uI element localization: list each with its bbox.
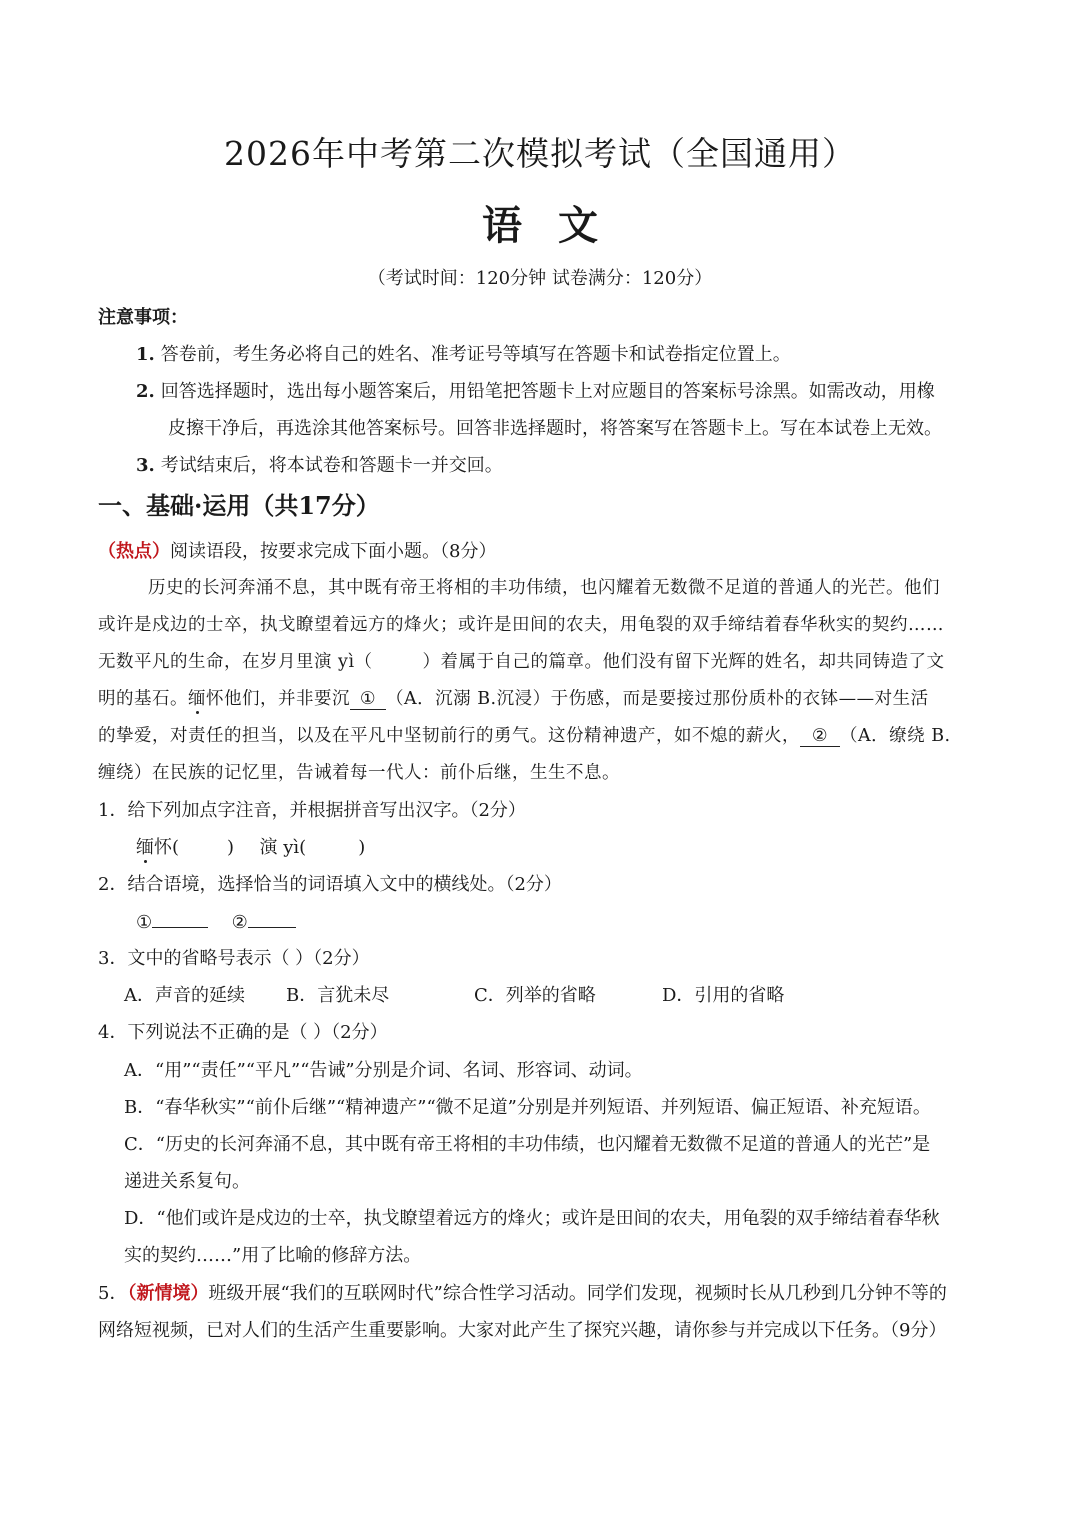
passage-line: 历史的长河奔涌不息，其中既有帝王将相的丰功伟绩，也闪耀着无数微不足道的普通人的光芒。他们 bbox=[148, 578, 940, 598]
passage-blank-1: ① bbox=[350, 689, 386, 710]
notes-heading: 注意事项： bbox=[98, 307, 188, 328]
passage-line: 缠绕）在民族的记忆里，告诫着每一代人：前仆后继，生生不息。 bbox=[98, 763, 620, 783]
question-5-line-2: 网络短视频，已对人们的生活产生重要影响。大家对此产生了探究兴趣，请你参与并完成以下任务。（9分） bbox=[98, 1320, 947, 1341]
subject-title: 语文 bbox=[482, 202, 634, 249]
passage-line: 或许是戍边的士卒，执戈瞭望着远方的烽火；或许是田间的农夫，用龟裂的双手缔结着春华秋实的契约…… bbox=[98, 615, 944, 635]
passage-text: 明的基石。 bbox=[98, 689, 188, 709]
q1-item-b: 演 yì( bbox=[259, 837, 307, 858]
q3-option-d[interactable]: D．引用的省略 bbox=[662, 985, 785, 1006]
passage-text: ）着属于自己的篇章。他们没有留下光辉的姓名，却共同铸造了文 bbox=[422, 652, 945, 672]
passage-line bbox=[98, 722, 951, 747]
passage-text: （A．沉溺 B.沉浸）于伤感，而是要接过那份质朴的衣钵——对生活 bbox=[386, 689, 929, 709]
passage-line bbox=[98, 648, 945, 673]
q3-option-c[interactable]: C．列举的省略 bbox=[474, 985, 596, 1006]
question-5-line-1 bbox=[98, 1279, 947, 1305]
question-2-stem: 2．结合语境，选择恰当的词语填入文中的横线处。（2分） bbox=[98, 874, 562, 895]
q1-item-a: 怀( bbox=[154, 837, 180, 858]
passage-text: 的挚爱，对责任的担当，以及在平凡中坚韧前行的勇气。这份精神遗产，如不熄的薪火， bbox=[98, 726, 800, 746]
note-item-3 bbox=[136, 451, 503, 477]
time-info: （考试时间：120分钟 试卷满分：120分） bbox=[367, 268, 713, 289]
note-number: 2. bbox=[136, 381, 155, 402]
q1-item-a-close: ) bbox=[227, 837, 235, 858]
blank-label-2: ② bbox=[231, 912, 248, 933]
passage-text: 怀他们，并非要沉 bbox=[206, 689, 350, 709]
question-1-items bbox=[136, 833, 365, 859]
q4-option-b[interactable]: B．“春华秋实”“前仆后继”“精神遗产”“微不足道”分别是并列短语、并列短语、偏正短语、补充短语。 bbox=[124, 1097, 931, 1118]
q5-text: 班级开展“我们的互联网时代”综合性学习活动。同学们发现，视频时长从几秒到几分钟不等的 bbox=[208, 1283, 947, 1304]
note-number: 1. bbox=[136, 344, 155, 365]
q1-item-b-close: ) bbox=[358, 837, 366, 858]
section-heading: 一、基础·运用（共17分） bbox=[98, 491, 380, 520]
answer-blank-2[interactable] bbox=[248, 907, 296, 928]
intro-text: 阅读语段，按要求完成下面小题。（8分） bbox=[170, 541, 497, 562]
reading-intro bbox=[98, 537, 496, 563]
new-context-tag: （新情境） bbox=[127, 1283, 209, 1304]
exam-title: 2026年中考第二次模拟考试（全国通用） bbox=[224, 134, 856, 173]
note-item-2 bbox=[136, 377, 935, 403]
note-number: 3. bbox=[136, 455, 155, 476]
q4-option-c[interactable]: C．“历史的长河奔涌不息，其中既有帝王将相的丰功伟绩，也闪耀着无数微不足道的普通人的光芒”是 bbox=[124, 1134, 931, 1155]
passage-line bbox=[98, 685, 929, 710]
hot-tag: （热点） bbox=[98, 541, 170, 562]
note-item-1 bbox=[136, 340, 791, 366]
q4-option-c-cont: 递进关系复句。 bbox=[124, 1171, 250, 1192]
blank-label-1: ① bbox=[136, 912, 153, 933]
q5-number: 5． bbox=[98, 1283, 128, 1304]
passage-text: （A．缭绕 B. bbox=[840, 726, 951, 746]
q4-option-d-cont: 实的契约……”用了比喻的修辞方法。 bbox=[124, 1245, 422, 1266]
dotted-char: 缅 bbox=[188, 689, 206, 709]
question-1-stem: 1．给下列加点字注音，并根据拼音写出汉字。（2分） bbox=[98, 800, 526, 821]
note-text: 答卷前，考生务必将自己的姓名、准考证号等填写在答题卡和试卷指定位置上。 bbox=[160, 344, 791, 365]
note-text: 回答选择题时，选出每小题答案后，用铅笔把答题卡上对应题目的答案标号涂黑。如需改动，用橡 bbox=[160, 381, 935, 402]
dotted-char: 缅 bbox=[136, 837, 154, 858]
q3-option-a[interactable]: A．声音的延续 bbox=[124, 985, 245, 1006]
note-item-2-continued: 皮擦干净后，再选涂其他答案标号。回答非选择题时，将答案写在答题卡上。写在本试卷上无效。 bbox=[168, 418, 942, 439]
q3-option-b[interactable]: B．言犹未尽 bbox=[286, 985, 390, 1006]
q4-option-d[interactable]: D．“他们或许是戍边的士卒，执戈瞭望着远方的烽火；或许是田间的农夫，用龟裂的双手缔结着春华秋 bbox=[124, 1208, 940, 1229]
reading-passage bbox=[98, 574, 982, 794]
note-text: 考试结束后，将本试卷和答题卡一并交回。 bbox=[160, 455, 503, 476]
question-3-stem: 3．文中的省略号表示（ ）（2分） bbox=[98, 948, 370, 969]
passage-text: 无数平凡的生命，在岁月里演 yì（ bbox=[98, 652, 373, 672]
answer-blank-1[interactable] bbox=[152, 907, 208, 928]
question-2-blanks bbox=[136, 907, 296, 933]
passage-blank-2: ② bbox=[800, 726, 840, 747]
q4-option-a[interactable]: A．“用”“责任”“平凡”“告诫”分别是介词、名词、形容词、动词。 bbox=[124, 1060, 643, 1081]
question-4-stem: 4．下列说法不正确的是（ ）（2分） bbox=[98, 1022, 388, 1043]
